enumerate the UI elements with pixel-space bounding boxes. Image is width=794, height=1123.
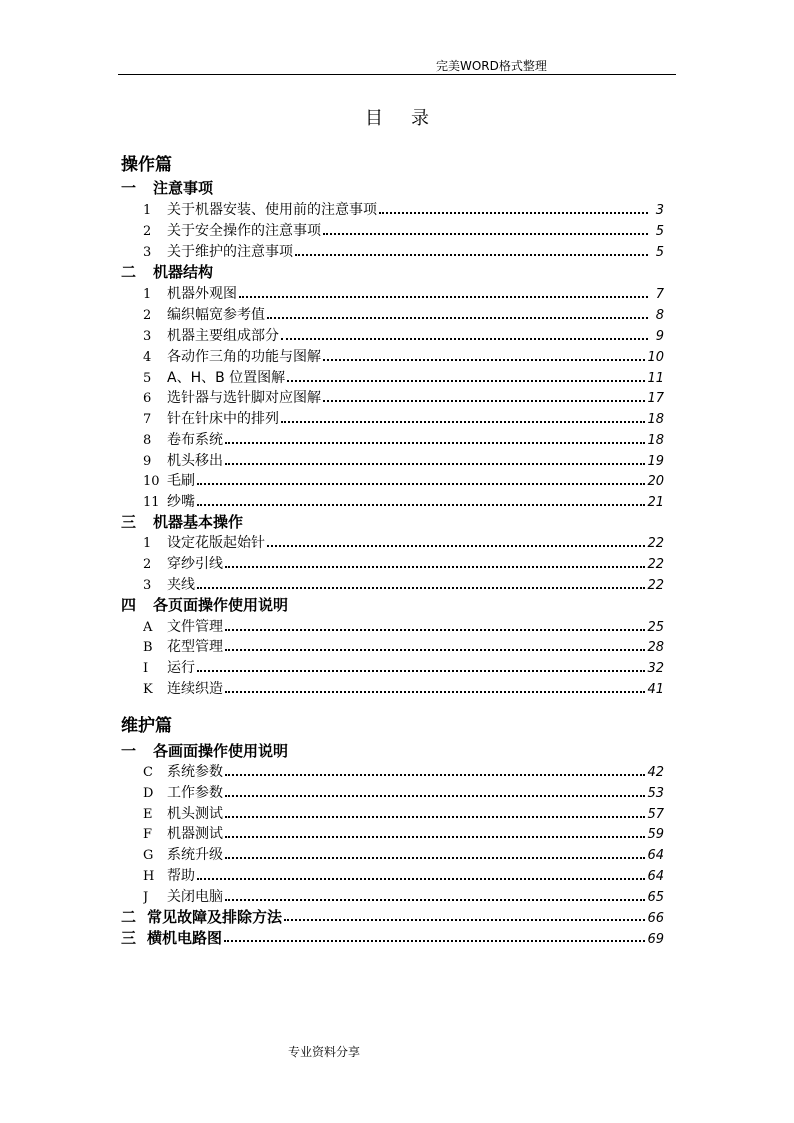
item-number: 7 [143, 412, 152, 427]
dot-leader [295, 254, 648, 256]
toc-item[interactable] [143, 845, 664, 865]
item-label: 系统升级 [167, 847, 223, 863]
toc-item[interactable] [143, 326, 664, 346]
dot-leader [225, 857, 645, 859]
part-title-maintenance: 维护篇 [121, 716, 172, 736]
toc-title: 目录 [365, 108, 457, 129]
item-label: 运行 [167, 660, 195, 676]
toc-section[interactable] [121, 741, 664, 761]
section-title: 机器基本操作 [153, 513, 244, 531]
item-label: 机头移出 [167, 453, 223, 469]
section-title: 常见故障及排除方法 [147, 908, 283, 926]
section-title: 横机电路图 [147, 929, 223, 947]
item-page-number: 25 [647, 620, 664, 635]
item-number: 8 [143, 433, 152, 448]
item-label: 选针器与选针脚对应图解 [167, 390, 321, 406]
item-page-number: 18 [647, 433, 664, 448]
item-page-number: 8 [655, 308, 664, 323]
item-number: 11 [143, 495, 160, 510]
item-label: 纱嘴 [167, 494, 195, 510]
toc-item[interactable] [143, 284, 664, 304]
dot-leader [379, 212, 648, 214]
item-number: 5 [143, 371, 152, 386]
item-page-number: 42 [647, 765, 664, 780]
toc-item[interactable] [143, 221, 664, 241]
item-page-number: 28 [647, 640, 664, 655]
item-page-number: 5 [655, 245, 664, 260]
toc-item[interactable] [143, 887, 664, 907]
section-title: 各画面操作使用说明 [153, 742, 289, 760]
item-label: 机器测试 [167, 826, 223, 842]
item-number: 3 [143, 329, 152, 344]
toc-section[interactable] [121, 262, 664, 282]
toc-item[interactable] [143, 824, 664, 844]
item-page-number: 10 [647, 350, 664, 365]
toc-item[interactable] [143, 242, 664, 262]
section-number: 二 [121, 263, 137, 281]
item-label: 关闭电脑 [167, 889, 223, 905]
item-label: 文件管理 [167, 619, 223, 635]
item-number: 1 [143, 536, 152, 551]
dot-leader [267, 317, 648, 319]
toc-item[interactable] [143, 200, 664, 220]
item-label: 机器外观图 [167, 286, 237, 302]
toc-item[interactable] [143, 492, 664, 512]
item-number: B [143, 640, 153, 655]
dot-leader [225, 795, 645, 797]
dot-leader [225, 463, 645, 465]
item-number: H [143, 869, 155, 884]
item-label: 夹线 [167, 577, 195, 593]
dot-leader [224, 940, 645, 942]
item-label: 毛刷 [167, 473, 195, 489]
toc-section[interactable] [121, 512, 664, 532]
item-page-number: 21 [647, 495, 664, 510]
toc-item[interactable] [143, 783, 664, 803]
section-number: 一 [121, 742, 137, 760]
item-page-number: 32 [647, 661, 664, 676]
item-number: G [143, 848, 154, 863]
dot-leader [197, 483, 645, 485]
toc-section[interactable] [121, 595, 664, 615]
dot-leader [225, 566, 645, 568]
item-number: A [143, 620, 153, 635]
section-page-number: 69 [647, 932, 664, 947]
toc-item[interactable] [143, 533, 664, 553]
item-number: 2 [143, 557, 152, 572]
toc-item[interactable] [143, 471, 664, 491]
section-number: 三 [121, 513, 137, 531]
item-label: 机头测试 [167, 806, 223, 822]
dot-leader [281, 421, 645, 423]
toc-item[interactable] [143, 347, 664, 367]
item-label: 关于机器安装、使用前的注意事项 [167, 202, 377, 218]
section-title: 各页面操作使用说明 [153, 596, 289, 614]
dot-leader [323, 233, 648, 235]
item-label: 花型管理 [167, 639, 223, 655]
item-number: K [143, 682, 153, 697]
dot-leader [225, 691, 645, 693]
item-page-number: 65 [647, 890, 664, 905]
item-label: 穿纱引线 [167, 556, 223, 572]
toc-item[interactable] [143, 305, 664, 325]
item-page-number: 64 [647, 848, 664, 863]
item-page-number: 5 [655, 224, 664, 239]
item-page-number: 57 [647, 807, 664, 822]
item-label: 工作参数 [167, 785, 223, 801]
toc-item[interactable] [143, 554, 664, 574]
item-page-number: 11 [647, 371, 664, 386]
dot-leader [197, 504, 645, 506]
dot-leader [197, 878, 645, 880]
toc-item[interactable] [143, 804, 664, 824]
item-number: 4 [143, 350, 152, 365]
item-number: 1 [143, 287, 152, 302]
item-number: C [143, 765, 153, 780]
item-label: 针在针床中的排列 [167, 411, 279, 427]
item-label: 关于安全操作的注意事项 [167, 223, 321, 239]
part-title-operation: 操作篇 [121, 155, 172, 175]
item-page-number: 9 [655, 329, 664, 344]
section-number: 四 [121, 596, 137, 614]
toc-item[interactable] [143, 388, 664, 408]
section-title: 机器结构 [153, 263, 214, 281]
section-page-number: 66 [647, 911, 664, 926]
dot-leader [225, 442, 645, 444]
dot-leader [284, 919, 645, 921]
dot-leader [225, 816, 645, 818]
item-label: 设定花版起始针 [167, 535, 265, 551]
toc-item[interactable] [143, 637, 664, 657]
toc-item[interactable] [143, 762, 664, 782]
toc-item[interactable] [143, 430, 664, 450]
toc-item[interactable] [143, 866, 664, 886]
section-number: 三 [121, 929, 137, 947]
item-label: 系统参数 [167, 764, 223, 780]
item-label: 机器主要组成部分 [167, 328, 279, 344]
dot-leader [323, 359, 645, 361]
toc-item[interactable] [143, 409, 664, 429]
toc-item[interactable] [143, 368, 664, 388]
item-label: 连续织造 [167, 681, 223, 697]
item-number: I [143, 661, 149, 676]
item-label: 帮助 [167, 868, 195, 884]
dot-leader [281, 338, 648, 340]
item-number: E [143, 807, 153, 822]
dot-leader [225, 836, 645, 838]
dot-leader [197, 587, 645, 589]
item-page-number: 17 [647, 391, 664, 406]
item-page-number: 41 [647, 682, 664, 697]
section-number: 二 [121, 908, 137, 926]
item-page-number: 3 [655, 203, 664, 218]
item-label: 卷布系统 [167, 432, 223, 448]
item-page-number: 7 [655, 287, 664, 302]
dot-leader [239, 296, 648, 298]
item-page-number: 22 [647, 578, 664, 593]
toc-section[interactable] [121, 907, 664, 927]
toc-item[interactable] [143, 575, 664, 595]
section-number: 一 [121, 179, 137, 197]
item-page-number: 53 [647, 786, 664, 801]
toc-item[interactable] [143, 658, 664, 678]
toc-item[interactable] [143, 679, 664, 699]
item-number: 3 [143, 578, 152, 593]
item-label: 关于维护的注意事项 [167, 244, 293, 260]
item-number: D [143, 786, 154, 801]
item-page-number: 22 [647, 536, 664, 551]
item-label: 编织幅宽参考值 [167, 307, 265, 323]
dot-leader [267, 545, 645, 547]
item-page-number: 18 [647, 412, 664, 427]
toc-section[interactable] [121, 178, 664, 198]
page-header-text: 完美WORD格式整理 [436, 59, 547, 73]
item-number: 9 [143, 454, 152, 469]
section-title: 注意事项 [153, 179, 214, 197]
item-number: 1 [143, 203, 152, 218]
item-label: 各动作三角的功能与图解 [167, 349, 321, 365]
dot-leader [287, 380, 645, 382]
item-page-number: 59 [647, 827, 664, 842]
toc-item[interactable] [143, 451, 664, 471]
dot-leader [225, 899, 645, 901]
item-number: J [143, 890, 149, 905]
toc-item[interactable] [143, 617, 664, 637]
dot-leader [323, 400, 645, 402]
dot-leader [197, 670, 645, 672]
item-number: F [143, 827, 153, 842]
item-label: A、H、B 位置图解 [167, 370, 286, 386]
item-page-number: 20 [647, 474, 664, 489]
page-header [118, 56, 676, 75]
page-footer: 专业资料分享 [288, 1045, 361, 1059]
dot-leader [225, 774, 645, 776]
item-page-number: 64 [647, 869, 664, 884]
item-page-number: 19 [647, 454, 664, 469]
item-page-number: 22 [647, 557, 664, 572]
dot-leader [225, 629, 645, 631]
item-number: 2 [143, 308, 152, 323]
item-number: 2 [143, 224, 152, 239]
item-number: 10 [143, 474, 160, 489]
toc-section[interactable] [121, 928, 664, 948]
dot-leader [225, 649, 645, 651]
item-number: 3 [143, 245, 152, 260]
item-number: 6 [143, 391, 152, 406]
